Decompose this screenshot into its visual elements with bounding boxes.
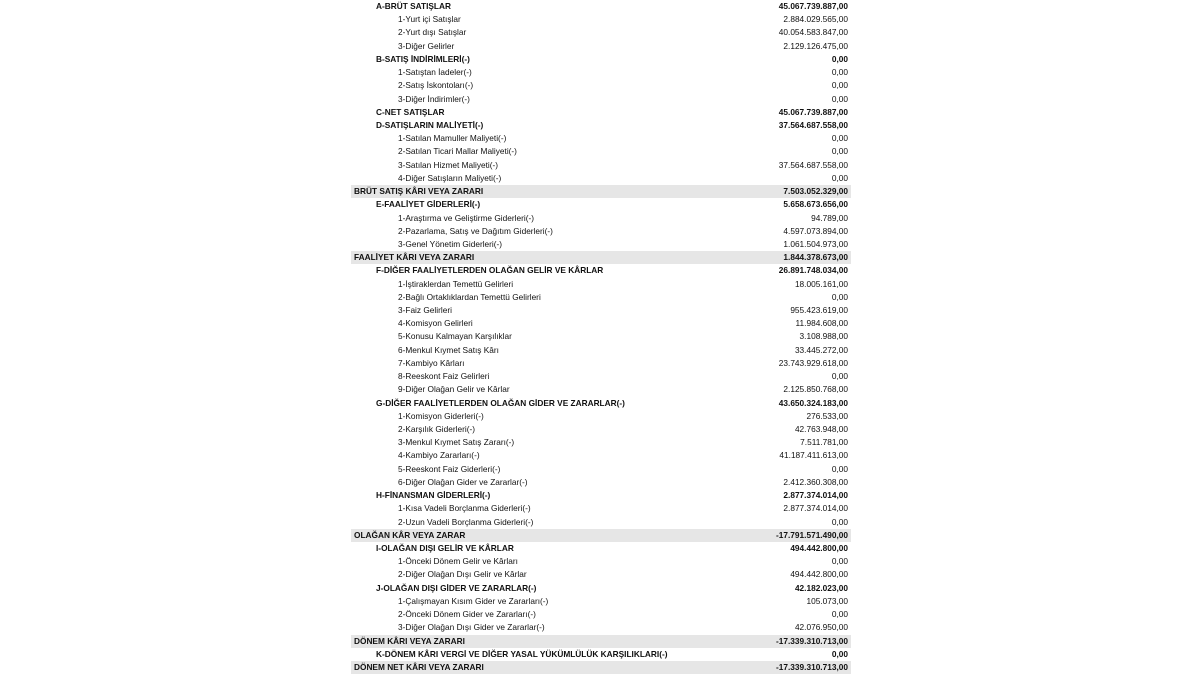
row-value: 0,00 xyxy=(831,67,848,78)
row-label: 5-Reeskont Faiz Giderleri(-) xyxy=(398,463,501,474)
row-label: A-BRÜT SATIŞLAR xyxy=(376,1,451,11)
section-row xyxy=(351,489,851,502)
row-value: 0,00 xyxy=(831,80,848,91)
row-value: 2.129.126.475,00 xyxy=(783,40,848,51)
item-row xyxy=(351,317,851,330)
row-value: 494.442.800,00 xyxy=(790,542,848,553)
item-row xyxy=(351,40,851,53)
row-value: 7.511.781,00 xyxy=(800,437,848,448)
item-row xyxy=(351,145,851,158)
item-row xyxy=(351,159,851,172)
row-value: 4.597.073.894,00 xyxy=(783,225,848,236)
row-value: 3.108.988,00 xyxy=(799,331,848,342)
row-value: 105.073,00 xyxy=(806,595,848,606)
row-label: 3-Genel Yönetim Giderleri(-) xyxy=(398,238,503,249)
row-label: 2-Uzun Vadeli Borçlanma Giderleri(-) xyxy=(398,516,534,527)
row-label: 3-Satılan Hizmet Maliyeti(-) xyxy=(398,159,499,170)
row-label: OLAĞAN KÂR VEYA ZARAR xyxy=(354,529,466,540)
row-label: 5-Konusu Kalmayan Karşılıklar xyxy=(398,331,512,342)
row-label: 1-Kısa Vadeli Borçlanma Giderleri(-) xyxy=(398,503,531,514)
item-row xyxy=(351,502,851,515)
row-label: 1-İştiraklerdan Temettü Gelirleri xyxy=(398,278,514,289)
row-value: 23.743.929.618,00 xyxy=(778,357,848,368)
row-value: 0,00 xyxy=(831,371,848,382)
row-value: 42.763.948,00 xyxy=(794,424,848,434)
row-value: 0,00 xyxy=(831,93,848,104)
row-value: 0,00 xyxy=(831,146,848,157)
total-row xyxy=(351,661,851,674)
row-label: B-SATIŞ İNDİRİMLERİ(-) xyxy=(376,53,470,64)
item-row xyxy=(351,93,851,106)
row-label: 6-Menkul Kıymet Satış Kârı xyxy=(398,344,499,355)
row-value: 0,00 xyxy=(831,556,848,567)
row-label: H-FİNANSMAN GİDERLERİ(-) xyxy=(376,490,491,501)
row-value: 40.054.583.847,00 xyxy=(778,27,848,38)
item-row xyxy=(351,476,851,489)
item-row xyxy=(351,330,851,343)
row-value: 7.503.052.329,00 xyxy=(783,186,848,197)
row-value: 33.445.272,00 xyxy=(794,344,848,355)
section-row xyxy=(351,53,851,66)
row-label: 7-Kambiyo Kârları xyxy=(398,357,465,368)
row-label: 8-Reeskont Faiz Gelirleri xyxy=(398,371,490,382)
row-value: 0,00 xyxy=(831,463,848,474)
row-label: E-FAALİYET GİDERLERİ(-) xyxy=(376,199,481,210)
row-label: 1-Satılan Mamuller Maliyeti(-) xyxy=(398,133,507,144)
row-label: J-OLAĞAN DIŞI GİDER VE ZARARLAR(-) xyxy=(376,582,537,593)
total-row xyxy=(351,251,851,264)
item-row xyxy=(351,278,851,291)
item-row xyxy=(351,79,851,92)
row-value: 494.442.800,00 xyxy=(790,569,848,580)
row-value: -17.339.310.713,00 xyxy=(776,661,848,672)
row-value: 955.423.619,00 xyxy=(790,305,848,316)
row-label: 1-Komisyon Giderleri(-) xyxy=(398,410,484,421)
row-label: 2-Karşılık Giderleri(-) xyxy=(398,424,475,434)
row-label: BRÜT SATIŞ KÂRI VEYA ZARARI xyxy=(354,186,484,197)
row-label: 2-Diğer Olağan Dışı Gelir ve Kârlar xyxy=(398,569,527,580)
row-label: FAALİYET KÂRI VEYA ZARARI xyxy=(354,252,475,263)
row-label: 2-Satılan Ticari Mallar Maliyeti(-) xyxy=(398,146,517,157)
row-label: 2-Önceki Dönem Gider ve Zararları(-) xyxy=(398,609,536,620)
item-row xyxy=(351,608,851,621)
item-row xyxy=(351,449,851,462)
row-value: 2.877.374.014,00 xyxy=(783,503,848,514)
total-row xyxy=(351,185,851,198)
row-label: D-SATIŞLARIN MALİYETİ(-) xyxy=(376,119,484,130)
section-row xyxy=(351,397,851,410)
row-value: 43.650.324.183,00 xyxy=(778,397,848,408)
row-label: 4-Diğer Satışların Maliyeti(-) xyxy=(398,172,502,183)
section-row xyxy=(351,582,851,595)
row-label: G-DİĞER FAALİYETLERDEN OLAĞAN GİDER VE ZARARLAR(-) xyxy=(376,397,625,408)
section-row xyxy=(351,0,851,13)
item-row xyxy=(351,383,851,396)
item-row xyxy=(351,621,851,634)
item-row xyxy=(351,516,851,529)
row-label: 6-Diğer Olağan Gider ve Zararlar(-) xyxy=(398,476,528,487)
row-value: 18.005.161,00 xyxy=(794,278,848,289)
row-label: 3-Diğer Gelirler xyxy=(398,40,455,51)
section-row xyxy=(351,119,851,132)
item-row xyxy=(351,291,851,304)
row-value: 94.789,00 xyxy=(811,212,848,223)
row-value: 11.984.608,00 xyxy=(795,318,848,329)
item-row xyxy=(351,238,851,251)
row-value: 1.844.378.673,00 xyxy=(783,252,848,263)
row-value: 0,00 xyxy=(831,609,848,620)
row-label: 1-Çalışmayan Kısım Gider ve Zararları(-) xyxy=(398,595,549,606)
row-label: 9-Diğer Olağan Gelir ve Kârlar xyxy=(398,384,510,395)
section-row xyxy=(351,648,851,661)
item-row xyxy=(351,26,851,39)
item-row xyxy=(351,225,851,238)
row-value: 0,00 xyxy=(831,53,848,64)
row-label: 1-Satıştan İadeler(-) xyxy=(398,67,472,78)
row-label: F-DİĞER FAALİYETLERDEN OLAĞAN GELİR VE KÂRLAR xyxy=(376,265,604,276)
section-row xyxy=(351,264,851,277)
section-row xyxy=(351,542,851,555)
row-label: I-OLAĞAN DIŞI GELİR VE KÂRLAR xyxy=(376,542,514,553)
row-value: 42.076.950,00 xyxy=(794,622,848,633)
row-value: 2.884.029.565,00 xyxy=(783,14,848,25)
total-row xyxy=(351,635,851,648)
item-row xyxy=(351,463,851,476)
section-row xyxy=(351,106,851,119)
row-label: DÖNEM KÂRI VEYA ZARARI xyxy=(354,635,465,646)
row-value: 2.125.850.768,00 xyxy=(783,384,848,395)
row-value: 45.067.739.887,00 xyxy=(778,1,848,11)
row-label: 2-Bağlı Ortaklıklardan Temettü Gelirleri xyxy=(398,291,541,302)
row-label: 3-Diğer İndirimler(-) xyxy=(398,93,470,104)
row-value: 5.658.673.656,00 xyxy=(783,199,848,210)
row-value: 26.891.748.034,00 xyxy=(778,265,848,276)
item-row xyxy=(351,595,851,608)
row-label: 4-Kambiyo Zararları(-) xyxy=(398,450,480,461)
row-value: 0,00 xyxy=(831,648,848,659)
row-value: -17.339.310.713,00 xyxy=(776,635,848,646)
row-value: 37.564.687.558,00 xyxy=(778,119,848,130)
row-label: 2-Yurt dışı Satışlar xyxy=(398,27,467,38)
row-value: 37.564.687.558,00 xyxy=(778,159,848,170)
item-row xyxy=(351,66,851,79)
row-label: K-DÖNEM KÂRI VERGİ VE DİĞER YASAL YÜKÜMLÜLÜK KARŞILIKLARI(-) xyxy=(376,648,668,659)
item-row xyxy=(351,370,851,383)
row-label: C-NET SATIŞLAR xyxy=(376,106,445,117)
row-value: -17.791.571.490,00 xyxy=(776,529,848,540)
row-label: 2-Satış İskontoları(-) xyxy=(398,80,474,91)
row-label: 3-Faiz Gelirleri xyxy=(398,305,452,316)
row-label: 3-Diğer Olağan Dışı Gider ve Zararlar(-) xyxy=(398,622,545,633)
row-label: 1-Araştırma ve Geliştirme Giderleri(-) xyxy=(398,212,534,223)
row-label: 1-Yurt içi Satışlar xyxy=(398,14,461,25)
row-value: 45.067.739.887,00 xyxy=(778,106,848,117)
row-value: 276.533,00 xyxy=(806,410,848,421)
row-label: 2-Pazarlama, Satış ve Dağıtım Giderleri(-) xyxy=(398,225,553,236)
row-value: 0,00 xyxy=(831,133,848,144)
item-row xyxy=(351,132,851,145)
item-row xyxy=(351,304,851,317)
row-value: 41.187.411.613,00 xyxy=(779,450,848,461)
item-row xyxy=(351,357,851,370)
income-statement-table xyxy=(351,0,851,674)
row-label: DÖNEM NET KÂRI VEYA ZARARI xyxy=(354,661,484,672)
item-row xyxy=(351,172,851,185)
item-row xyxy=(351,212,851,225)
section-row xyxy=(351,198,851,211)
item-row xyxy=(351,436,851,449)
row-value: 0,00 xyxy=(831,172,848,183)
row-label: 1-Önceki Dönem Gelir ve Kârları xyxy=(398,556,518,567)
row-label: 3-Menkul Kıymet Satış Zararı(-) xyxy=(398,437,515,448)
item-row xyxy=(351,410,851,423)
item-row xyxy=(351,555,851,568)
row-value: 2.412.360.308,00 xyxy=(783,476,848,487)
row-value: 42.182.023,00 xyxy=(794,582,848,593)
row-label: 4-Komisyon Gelirleri xyxy=(398,318,473,329)
row-value: 1.061.504.973,00 xyxy=(783,238,848,249)
item-row xyxy=(351,568,851,581)
item-row xyxy=(351,344,851,357)
item-row xyxy=(351,13,851,26)
row-value: 0,00 xyxy=(831,516,848,527)
total-row xyxy=(351,529,851,542)
row-value: 2.877.374.014,00 xyxy=(783,490,848,501)
row-value: 0,00 xyxy=(831,291,848,302)
item-row xyxy=(351,423,851,436)
